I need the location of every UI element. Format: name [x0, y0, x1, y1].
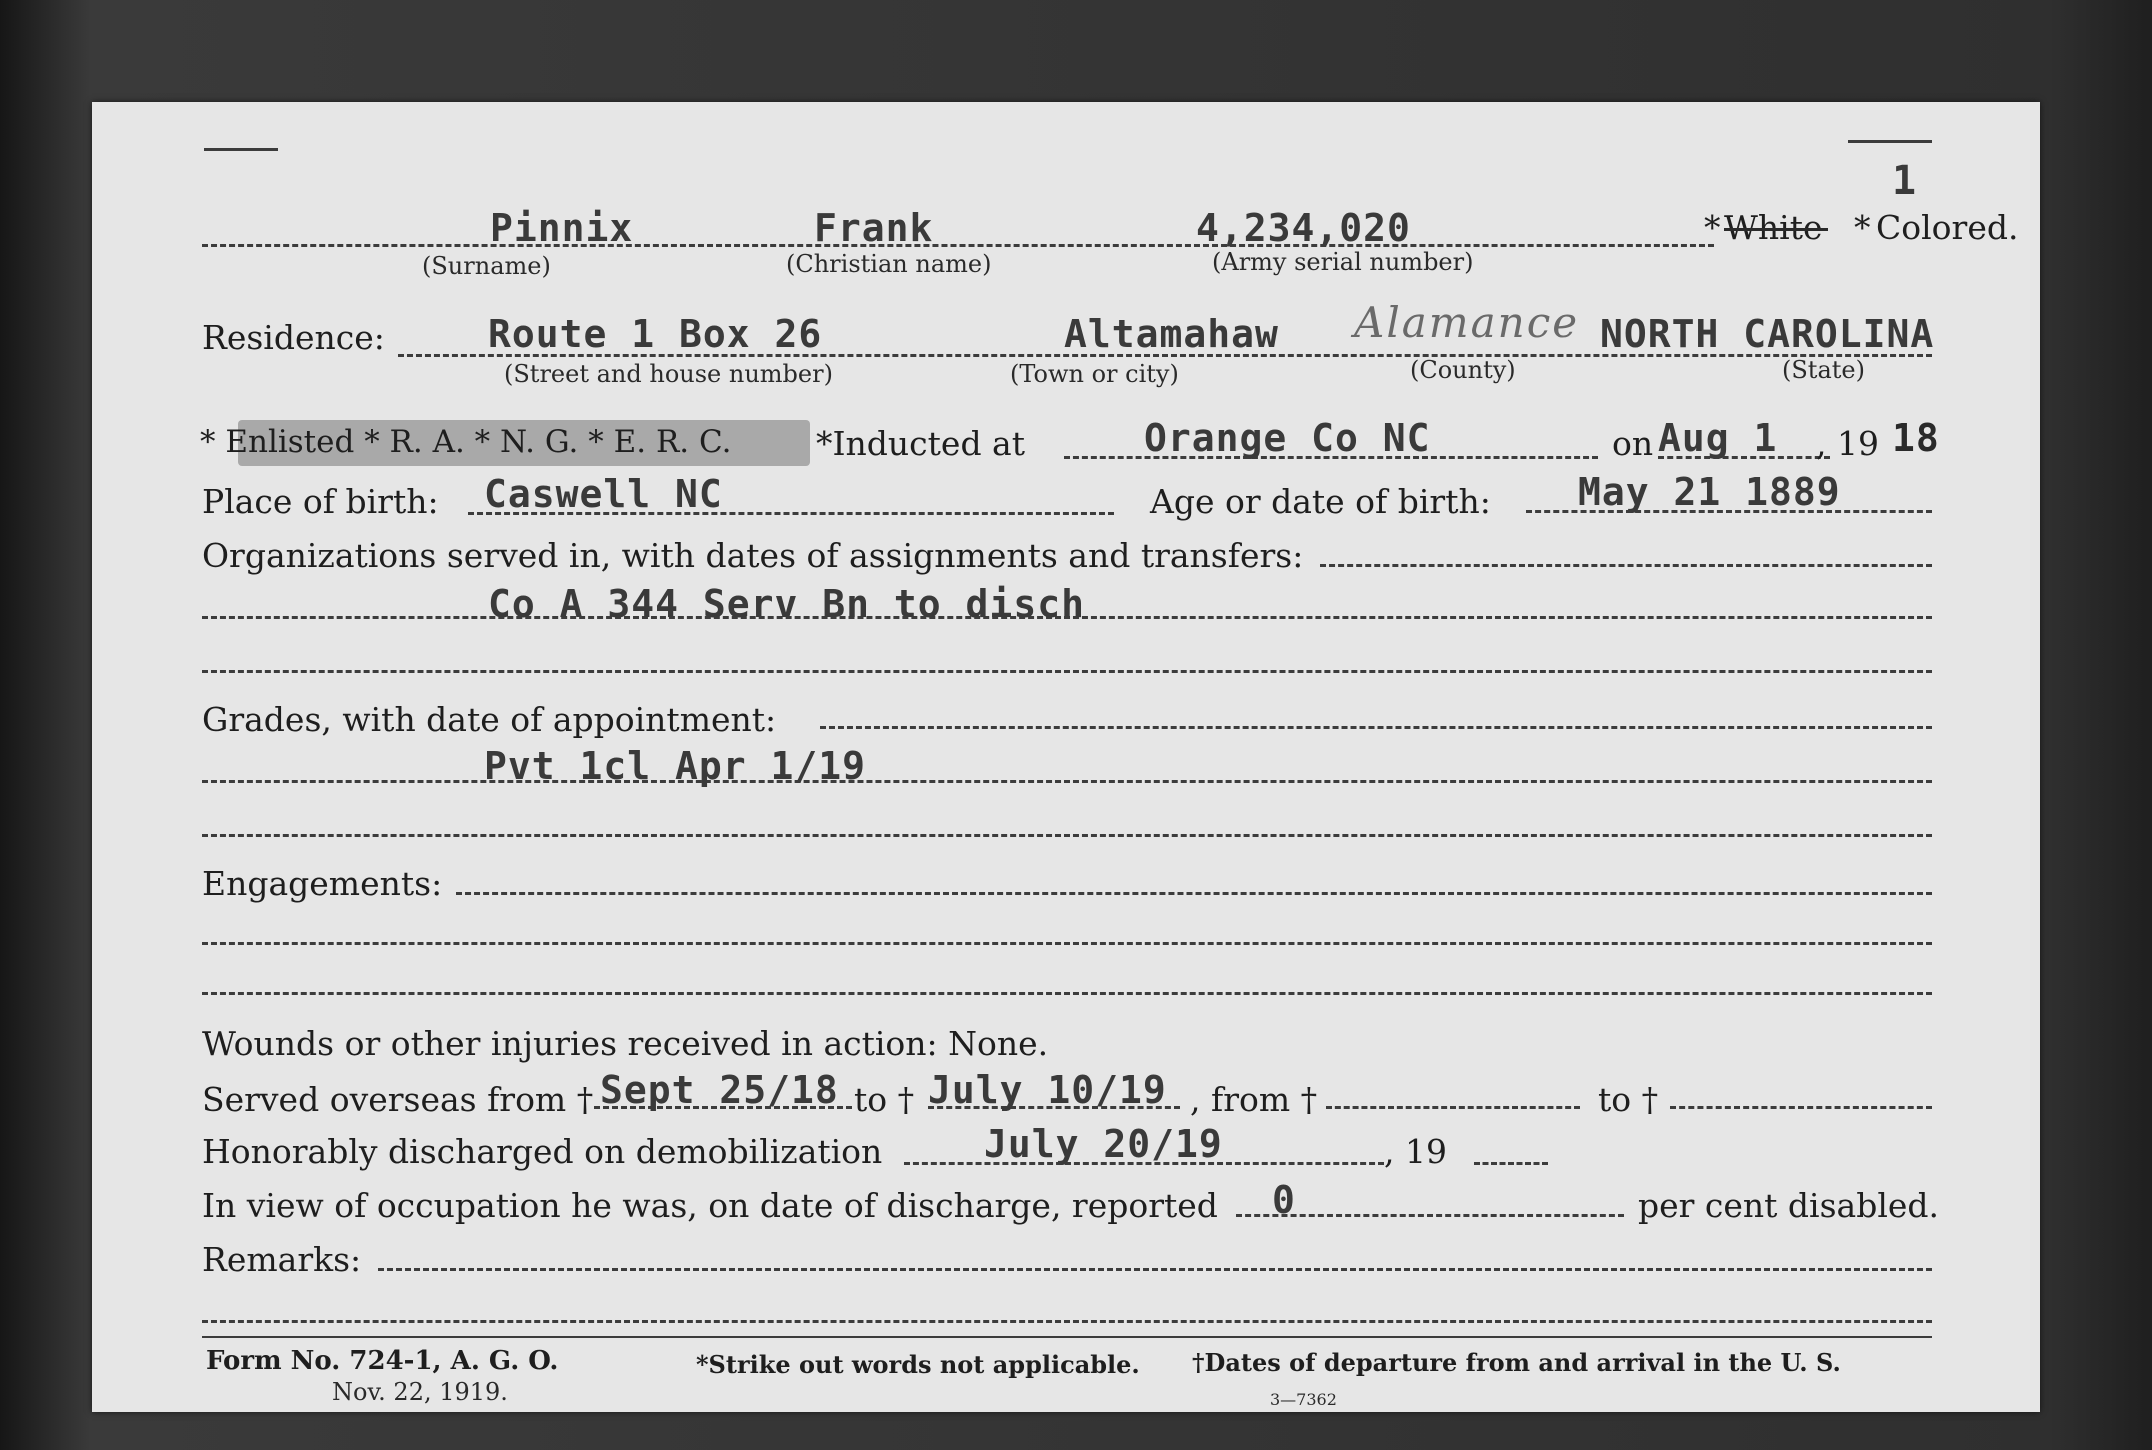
label-residence: Residence: — [202, 318, 385, 357]
birthplace-value: Caswell NC — [484, 472, 723, 516]
grades-line-1 — [820, 726, 1932, 729]
remarks-line-1 — [378, 1268, 1932, 1271]
label-enlisted: * Enlisted * R. A. * N. G. * E. R. C. — [200, 424, 732, 460]
footnote-strike: *Strike out words not applicable. — [696, 1350, 1140, 1379]
label-state: (State) — [1782, 356, 1865, 384]
grades-line-2 — [202, 780, 1932, 783]
card-number: 1 — [1892, 158, 1918, 204]
label-place-of-birth: Place of birth: — [202, 482, 439, 521]
state-value: NORTH CAROLINA — [1600, 312, 1935, 356]
label-19: , 19 — [1816, 424, 1879, 463]
service-card — [92, 102, 2040, 1412]
label-disabled: per cent disabled. — [1638, 1186, 1940, 1225]
town-value: Altamahaw — [1064, 312, 1279, 356]
orgs-line-1 — [1320, 564, 1932, 567]
overseas-to-value: July 10/19 — [928, 1068, 1167, 1112]
label-organizations: Organizations served in, with dates of assignments and transfers: — [202, 536, 1304, 575]
label-to-2: to † — [1598, 1080, 1659, 1119]
label-surname: (Surname) — [422, 252, 551, 280]
grades-value: Pvt 1cl Apr 1/19 — [484, 744, 867, 788]
remarks-line-2 — [202, 1320, 1932, 1323]
footer-divider — [202, 1336, 1932, 1338]
top-right-rule — [1848, 140, 1932, 143]
top-left-rule — [204, 148, 278, 151]
engagements-line-2 — [202, 942, 1932, 945]
race-star-2: * — [1854, 208, 1871, 247]
inducted-year-value: 18 — [1892, 416, 1940, 460]
label-christian-name: (Christian name) — [786, 250, 992, 278]
label-age: Age or date of birth: — [1150, 482, 1491, 521]
label-grades: Grades, with date of appointment: — [202, 700, 777, 739]
label-serial-number: (Army serial number) — [1212, 248, 1474, 276]
street-value: Route 1 Box 26 — [488, 312, 823, 356]
label-from-2: , from † — [1190, 1080, 1318, 1119]
race-star-1: * — [1704, 208, 1721, 247]
county-value: Alamance — [1354, 298, 1580, 347]
christian-name-value: Frank — [814, 206, 934, 250]
print-code: 3—7362 — [1270, 1390, 1337, 1409]
form-number: Form No. 724-1, A. G. O. — [206, 1346, 559, 1376]
birth-date-value: May 21 1889 — [1578, 470, 1841, 514]
disabled-percent-value: 0 — [1272, 1178, 1296, 1222]
name-line — [202, 244, 1714, 247]
engagements-line-1 — [456, 892, 1932, 895]
white-strikethrough — [1724, 228, 1828, 231]
serial-number-value: 4,234,020 — [1196, 206, 1411, 250]
label-remarks: Remarks: — [202, 1240, 362, 1279]
footnote-dates: †Dates of departure from and arrival in the U. S. — [1192, 1348, 1841, 1377]
inducted-at-value: Orange Co NC — [1144, 416, 1431, 460]
race-white: White — [1724, 208, 1823, 247]
discharge-year-line — [1474, 1162, 1548, 1165]
engagements-line-3 — [202, 992, 1932, 995]
label-to-1: to † — [854, 1080, 915, 1119]
label-inducted-at: *Inducted at — [816, 424, 1025, 463]
label-19-b: , 19 — [1384, 1132, 1447, 1171]
overseas-from-value: Sept 25/18 — [600, 1068, 839, 1112]
label-street: (Street and house number) — [504, 360, 833, 388]
overseas-to-2-line — [1670, 1106, 1932, 1109]
overseas-from-2-line — [1326, 1106, 1580, 1109]
orgs-line-3 — [202, 670, 1932, 673]
grades-line-3 — [202, 834, 1932, 837]
race-colored: Colored. — [1876, 208, 2019, 247]
label-discharged: Honorably discharged on demobilization — [202, 1132, 883, 1171]
label-town: (Town or city) — [1010, 360, 1179, 388]
label-county: (County) — [1410, 356, 1516, 384]
discharge-date-value: July 20/19 — [984, 1122, 1223, 1166]
form-date: Nov. 22, 1919. — [332, 1378, 508, 1406]
label-engagements: Engagements: — [202, 864, 443, 903]
label-occupation: In view of occupation he was, on date of discharge, reported — [202, 1186, 1218, 1225]
label-on: on — [1612, 424, 1654, 463]
label-wounds: Wounds or other injuries received in action: None. — [202, 1024, 1049, 1063]
organizations-value: Co A 344 Serv Bn to disch — [488, 582, 1085, 626]
inducted-date-value: Aug 1 — [1658, 416, 1778, 460]
surname-value: Pinnix — [490, 206, 634, 250]
label-served-overseas: Served overseas from † — [202, 1080, 594, 1119]
